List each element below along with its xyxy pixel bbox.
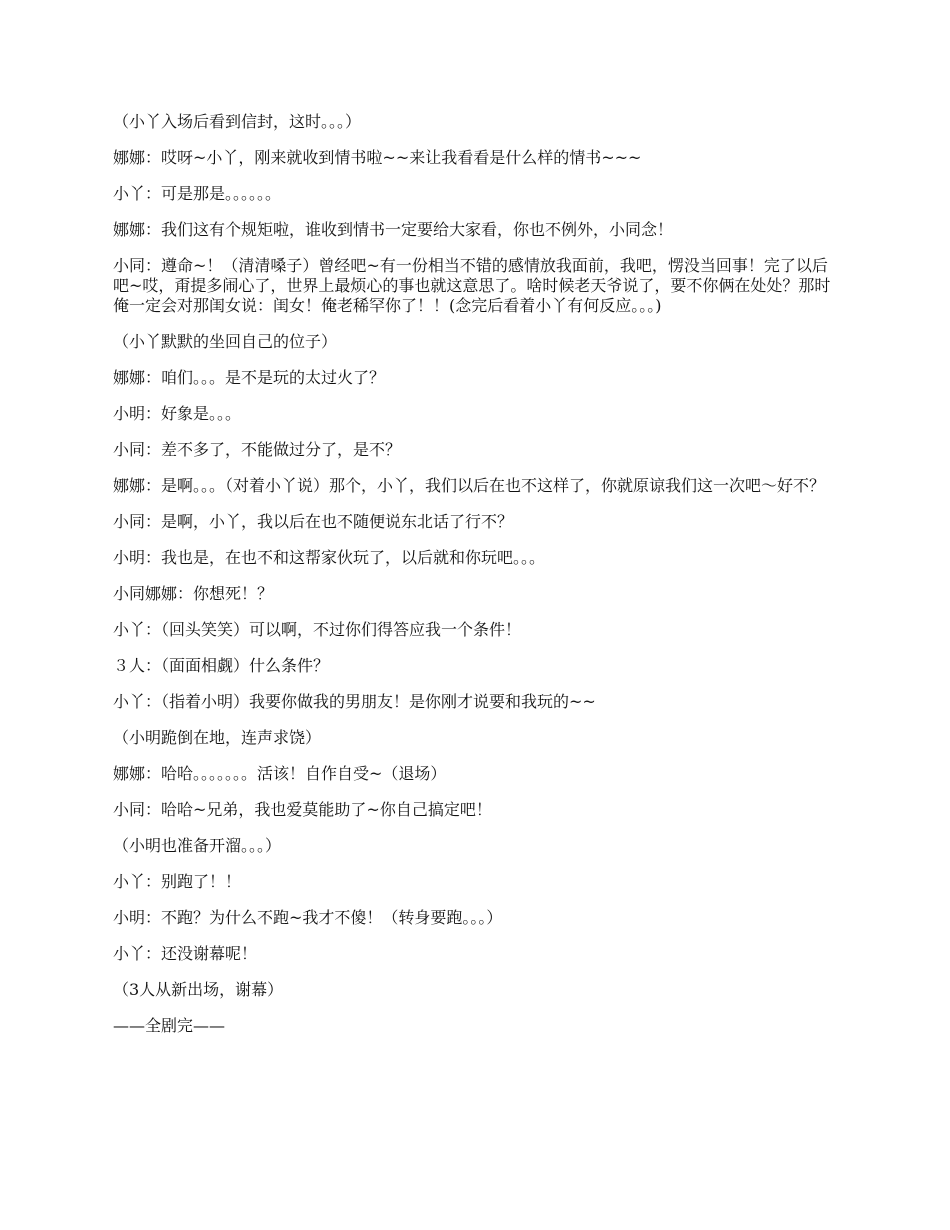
dialogue-line: 娜娜：哎呀~小丫，刚来就收到情书啦~~来让我看看是什么样的情书~~~ bbox=[113, 148, 642, 167]
dialogue-line: 娜娜：哈哈。。。。。。。活该！自作自受~（退场） bbox=[113, 764, 447, 783]
dialogue-line: 小同娜娜：你想死！？ bbox=[113, 584, 274, 603]
dialogue-line: ３人：（面面相觑）什么条件？ bbox=[113, 656, 330, 675]
dialogue-line: 小丫：可是那是。。。。。。 bbox=[113, 184, 282, 203]
dialogue-line: 娜娜：我们这有个规矩啦，谁收到情书一定要给大家看，你也不例外，小同念！ bbox=[113, 220, 674, 239]
dialogue-line: 小同：差不多了，不能做过分了，是不？ bbox=[113, 440, 402, 459]
dialogue-line: 小丫：还没谢幕呢！ bbox=[113, 944, 258, 963]
stage-direction: （3人从新出场，谢幕） bbox=[113, 980, 284, 999]
dialogue-line: 娜娜：是啊。。。（对着小丫说）那个，小丫，我们以后在也不这样了，你就原谅我们这一次吧～好不？ bbox=[113, 476, 826, 495]
end-marker: ——全剧完—— bbox=[113, 1016, 226, 1035]
dialogue-line: 小同：是啊，小丫，我以后在也不随便说东北话了行不？ bbox=[113, 512, 514, 531]
dialogue-line: 小丫：（回头笑笑）可以啊，不过你们得答应我一个条件！ bbox=[113, 620, 522, 639]
stage-direction: （小丫入场后看到信封，这时。。。） bbox=[113, 112, 362, 131]
stage-direction: （小明跪倒在地，连声求饶） bbox=[113, 728, 322, 747]
stage-direction: （小丫默默的坐回自己的位子） bbox=[113, 332, 338, 351]
dialogue-line: 小同：哈哈~兄弟，我也爱莫能助了~你自己搞定吧！ bbox=[113, 800, 492, 819]
script-body bbox=[113, 112, 843, 1052]
dialogue-line: 小同：遵命~！（清清嗓子）曾经吧~有一份相当不错的感情放我面前，我吧，愣没当回事！完了以后吧~哎，甭提多闹心了，世界上最烦心的事也就这意思了。啥时候老天爷说了，要不你俩在处处？那时俺一定会对那闺女说：闺女！俺老稀罕你了！！(念完后看着小丫有何反应。。。) bbox=[113, 256, 831, 315]
dialogue-line: 小明：我也是，在也不和这帮家伙玩了，以后就和你玩吧。。。 bbox=[113, 548, 546, 567]
dialogue-line: 小明：好象是。。。 bbox=[113, 404, 242, 423]
dialogue-line: 小丫：别跑了！！ bbox=[113, 872, 242, 891]
dialogue-line: 小明：不跑？为什么不跑~我才不傻！（转身要跑。。。） bbox=[113, 908, 503, 927]
dialogue-line: 娜娜：咱们。。。是不是玩的太过火了？ bbox=[113, 368, 386, 387]
stage-direction: （小明也准备开溜。。。） bbox=[113, 836, 282, 855]
dialogue-line: 小丫：（指着小明）我要你做我的男朋友！是你刚才说要和我玩的~~ bbox=[113, 692, 596, 711]
